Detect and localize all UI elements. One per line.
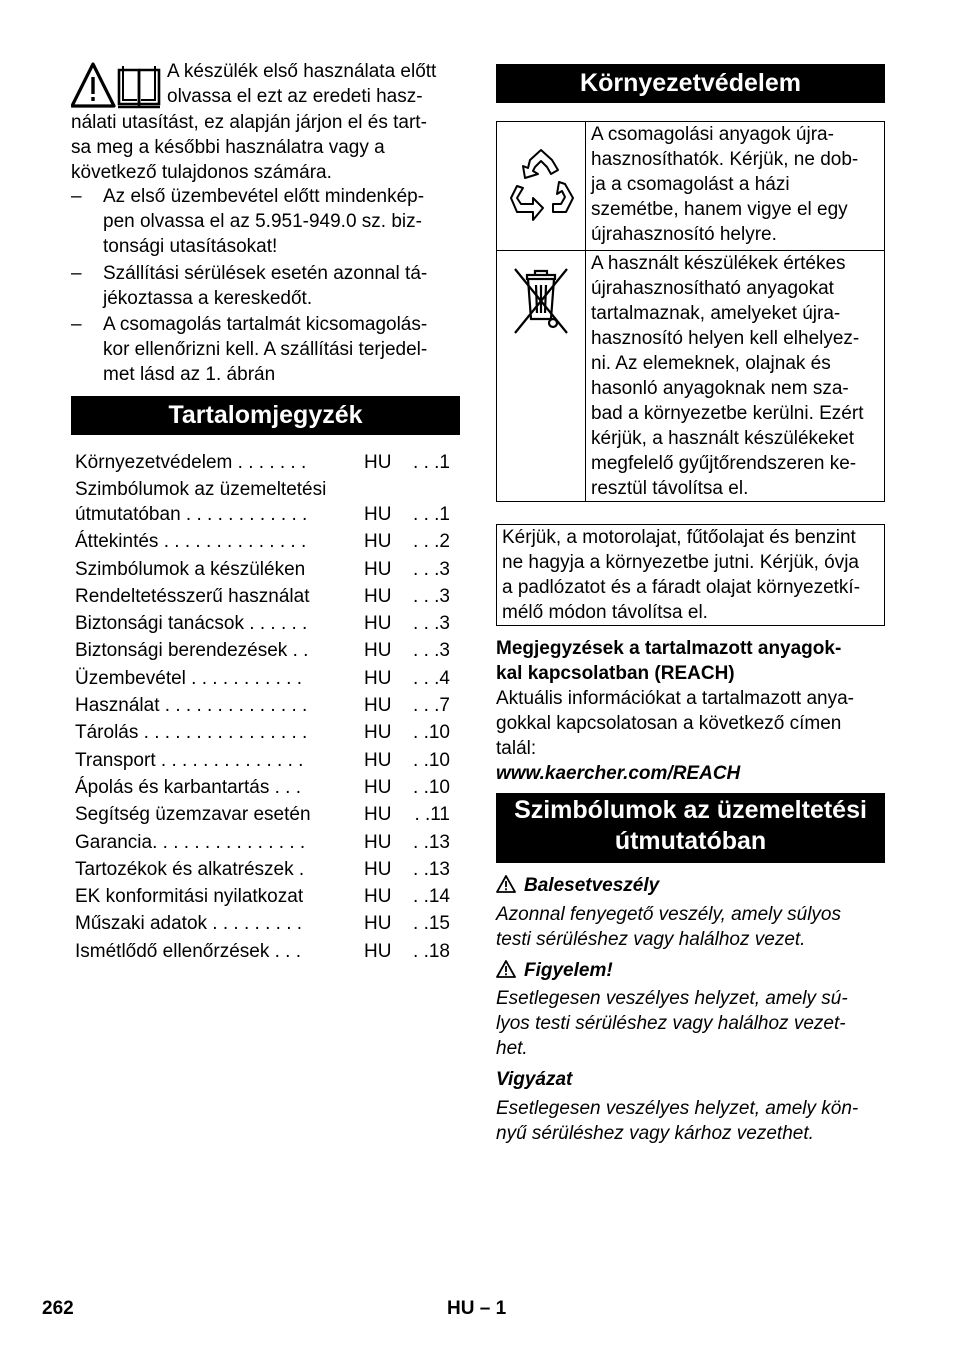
warning-triangle-icon: [496, 875, 516, 893]
toc-entry-lang: HU: [364, 940, 392, 962]
toc-entry-title: Tartozékok és alkatrészek .: [75, 858, 305, 880]
toc-entry-title-line: Szimbólumok az üzemeltetési: [75, 479, 327, 501]
recycle-icon: [503, 146, 579, 222]
toc-entry[interactable]: [71, 557, 460, 584]
symbols-heading: [496, 793, 885, 863]
toc-entry-lang: HU: [364, 585, 392, 607]
toc-entry[interactable]: [71, 638, 460, 665]
toc-entry-lang: HU: [364, 858, 392, 880]
table-row: [497, 251, 885, 502]
env-line: resztül távolítsa el.: [591, 478, 749, 499]
toc-entry-title: Környezetvédelem . . . . . . .: [75, 452, 307, 473]
env-line: újrahasznosítható anyagokat: [591, 278, 834, 299]
toc-entry-title: Transport . . . . . . . . . . . . . .: [75, 749, 304, 771]
intro-line: olvassa el ezt az eredeti hasz-: [167, 86, 423, 107]
warning-label-text: Figyelem!: [524, 960, 613, 981]
caution-line: Esetlegesen veszélyes helyzet, amely kön-: [496, 1098, 859, 1119]
toc-entry-lang: HU: [364, 640, 392, 662]
toc-entry-page: . .10: [413, 749, 450, 771]
toc-entry[interactable]: [71, 666, 460, 693]
recycle-text: [586, 122, 885, 251]
bullet-line: A csomagolás tartalmát kicsomagolás-: [103, 314, 428, 335]
toc-entry-lang: HU: [364, 913, 392, 935]
caution-text: [496, 1096, 885, 1146]
reach-line: Aktuális információkat a tartalmazott anya-: [496, 688, 854, 709]
env-line: bad a környezetbe kerülni. Ezért: [591, 403, 864, 424]
caution-line: nyű sérüléshez vagy kárhoz vezethet.: [496, 1123, 814, 1144]
bullet-line: pen olvassa el az 5.951-949.0 sz. biz-: [103, 211, 422, 232]
toc-entry-lang: HU: [364, 452, 392, 473]
env-line: ja a csomagolást a házi: [591, 174, 790, 195]
toc-entry-title: Biztonsági berendezések . .: [75, 640, 309, 662]
notice-line: ne hagyja a környezetbe jutni. Kérjük, óvja: [502, 552, 859, 573]
environment-heading: Környezetvédelem: [496, 64, 885, 103]
toc-entry-lang: HU: [364, 804, 392, 826]
intro-bullet-list: [71, 184, 460, 389]
env-line: újrahasznosító helyre.: [591, 224, 777, 245]
toc-entry-lang: HU: [364, 667, 392, 689]
toc-entry[interactable]: [71, 830, 460, 857]
reach-heading: [496, 636, 885, 686]
toc-entry-lang: HU: [364, 504, 392, 526]
toc-entry-title: Áttekintés . . . . . . . . . . . . . .: [75, 531, 307, 553]
warning-manual-icon: [71, 62, 163, 110]
toc-entry-lang: HU: [364, 886, 392, 908]
crossed-out-bin-icon: [511, 263, 571, 337]
warning-text: [496, 986, 885, 1061]
toc-entry-lang: HU: [364, 776, 392, 798]
caution-label: Vigyázat: [496, 1069, 573, 1090]
toc-entry-page: . .14: [413, 886, 450, 908]
toc-entry-lang: HU: [364, 558, 392, 580]
environment-table: [496, 121, 885, 502]
bullet-line: jékoztassa a kereskedőt.: [103, 287, 313, 309]
warning-line: het.: [496, 1038, 528, 1059]
intro-line: nálati utasítást, ez alapján járjon el és tart-: [71, 112, 427, 133]
toc-entry-title: Műszaki adatok . . . . . . . . .: [75, 913, 303, 935]
reach-heading-line: kal kapcsolatban (REACH): [496, 663, 735, 684]
toc-entry[interactable]: [71, 857, 460, 884]
env-line: kérjük, a használt készülékeket: [591, 428, 854, 449]
warning-line: lyos testi sérüléshez vagy halálhoz vezet-: [496, 1013, 846, 1034]
toc-entry-lang: HU: [364, 695, 392, 717]
toc-entry-page: . . .7: [413, 695, 450, 717]
toc-entry-title: Biztonsági tanácsok . . . . . .: [75, 613, 308, 635]
table-row: [497, 122, 885, 251]
toc-entry-page: . . .2: [413, 531, 450, 553]
toc-entry-title: Ismétlődő ellenőrzések . . .: [75, 940, 301, 962]
toc-entry-title: Szimbólumok a készüléken: [75, 558, 306, 580]
page-number: 262: [42, 1298, 74, 1319]
warning-triangle-icon: [496, 960, 516, 978]
toc-entry-lang: HU: [364, 749, 392, 771]
bullet-line: met lásd az 1. ábrán: [103, 364, 276, 385]
danger-line: Azonnal fenyegető veszély, amely súlyos: [496, 904, 841, 925]
toc-entry-page: . .13: [413, 858, 450, 880]
bullet-line: tonsági utasításokat!: [103, 236, 278, 257]
notice-line: mélő módon távolítsa el.: [502, 602, 708, 623]
symbols-heading-line: Szimbólumok az üzemeltetési: [514, 796, 867, 824]
symbols-heading-line: útmutatóban: [614, 827, 767, 855]
intro-paragraph: [71, 59, 460, 185]
warning-label: [496, 958, 613, 983]
toc-entry-page: . .18: [413, 940, 450, 962]
toc-entry-title: Ápolás és karbantartás . . .: [75, 776, 302, 798]
toc-entry[interactable]: [71, 693, 460, 720]
bullet-line: kor ellenőrizni kell. A szállítási terjedel-: [103, 339, 428, 360]
env-line: A használt készülékek értékes: [591, 253, 846, 274]
env-line: hasonló anyagoknak nem sza-: [591, 378, 849, 399]
list-item: [71, 312, 460, 387]
list-item: [71, 261, 460, 311]
toc-entry[interactable]: [71, 611, 460, 638]
intro-line: sa meg a későbbi használatra vagy a: [71, 137, 385, 158]
reach-link[interactable]: www.kaercher.com/REACH: [496, 763, 741, 784]
toc-entry-lang: HU: [364, 831, 392, 853]
notice-line: Kérjük, a motorolajat, fűtőolajat és benzint: [502, 527, 856, 548]
toc-entry-title: Garancia. . . . . . . . . . . . . . .: [75, 831, 306, 853]
dash-marker: –: [71, 262, 82, 284]
env-line: tartalmaznak, amelyeket újra-: [591, 303, 841, 324]
toc-entry[interactable]: [71, 911, 460, 938]
toc-entry-title: Segítség üzemzavar esetén: [75, 804, 311, 826]
toc-entry[interactable]: [71, 477, 460, 529]
table-of-contents: [71, 450, 460, 966]
reach-text: [496, 686, 885, 761]
toc-entry[interactable]: [71, 939, 460, 966]
toc-entry[interactable]: [71, 775, 460, 802]
toc-entry-page: . . .3: [413, 613, 450, 635]
toc-entry-title: [75, 477, 333, 527]
env-line: ni. Az elemeknek, olajnak és: [591, 353, 831, 374]
list-item: [71, 184, 460, 259]
toc-entry[interactable]: [71, 529, 460, 556]
toc-entry-title-line: útmutatóban . . . . . . . . . . . .: [75, 504, 308, 526]
toc-entry-page: . .13: [413, 831, 450, 853]
toc-entry[interactable]: [71, 584, 460, 611]
intro-line: A készülék első használata előtt: [167, 61, 437, 82]
danger-line: testi sérüléshez vagy halálhoz vezet.: [496, 929, 806, 950]
warning-line: Esetlegesen veszélyes helyzet, amely sú-: [496, 988, 848, 1009]
toc-entry-lang: HU: [364, 722, 392, 744]
toc-entry-page: . . .3: [413, 558, 450, 580]
recycle-cell: [497, 122, 586, 251]
toc-entry-page: . . .3: [413, 585, 450, 607]
env-line: megfelelő gyűjtőrendszeren ke-: [591, 453, 857, 474]
reach-line: talál:: [496, 738, 537, 759]
toc-entry-page: . . .1: [413, 452, 450, 473]
toc-entry-page: . .15: [413, 913, 450, 935]
danger-label-text: Balesetveszély: [524, 875, 660, 896]
toc-entry[interactable]: [71, 450, 460, 477]
weee-text: [586, 251, 885, 502]
toc-entry-title: Tárolás . . . . . . . . . . . . . . . .: [75, 722, 308, 744]
env-line: hasznosító helyen kell elhelyez-: [591, 328, 860, 349]
bullet-line: Szállítási sérülések esetén azonnal tá-: [103, 262, 428, 284]
toc-entry[interactable]: [71, 748, 460, 775]
danger-label: [496, 873, 659, 898]
toc-entry-page: . .11: [414, 804, 450, 826]
oil-notice-box: [496, 524, 885, 626]
danger-text: [496, 902, 885, 952]
dash-marker: –: [71, 314, 82, 335]
toc-entry-title: EK konformitási nyilatkozat: [75, 886, 304, 908]
toc-entry-title: Rendeltetésszerű használat: [75, 585, 310, 607]
toc-entry-title: Használat . . . . . . . . . . . . . .: [75, 695, 308, 717]
toc-entry-title: Üzembevétel . . . . . . . . . . .: [75, 667, 303, 689]
reach-heading-line: Megjegyzések a tartalmazott anyagok-: [496, 638, 842, 659]
intro-line: következő tulajdonos számára.: [71, 162, 332, 183]
weee-cell: [497, 251, 586, 502]
env-line: szemétbe, hanem vigye el egy: [591, 199, 848, 220]
notice-line: a padlózatot és a fáradt olajat környezetkí-: [502, 577, 861, 598]
toc-entry-page: . . .3: [413, 640, 450, 662]
section-page-label: HU – 1: [447, 1298, 507, 1319]
toc-entry-page: . .10: [413, 722, 450, 744]
toc-entry-lang: HU: [364, 531, 392, 553]
env-line: hasznosíthatók. Kérjük, ne dob-: [591, 149, 859, 170]
toc-entry-page: . .10: [413, 776, 450, 798]
bullet-line: Az első üzembevétel előtt mindenkép-: [103, 186, 425, 207]
reach-line: gokkal kapcsolatosan a következő címen: [496, 713, 842, 734]
toc-entry-lang: HU: [364, 613, 392, 635]
toc-entry[interactable]: [71, 802, 460, 829]
toc-entry[interactable]: [71, 720, 460, 747]
toc-entry-page: . . .4: [413, 667, 450, 689]
toc-entry-page: . . .1: [413, 504, 450, 526]
toc-entry[interactable]: [71, 884, 460, 911]
toc-heading: Tartalomjegyzék: [71, 396, 460, 435]
env-line: A csomagolási anyagok újra-: [591, 124, 834, 145]
dash-marker: –: [71, 186, 82, 207]
